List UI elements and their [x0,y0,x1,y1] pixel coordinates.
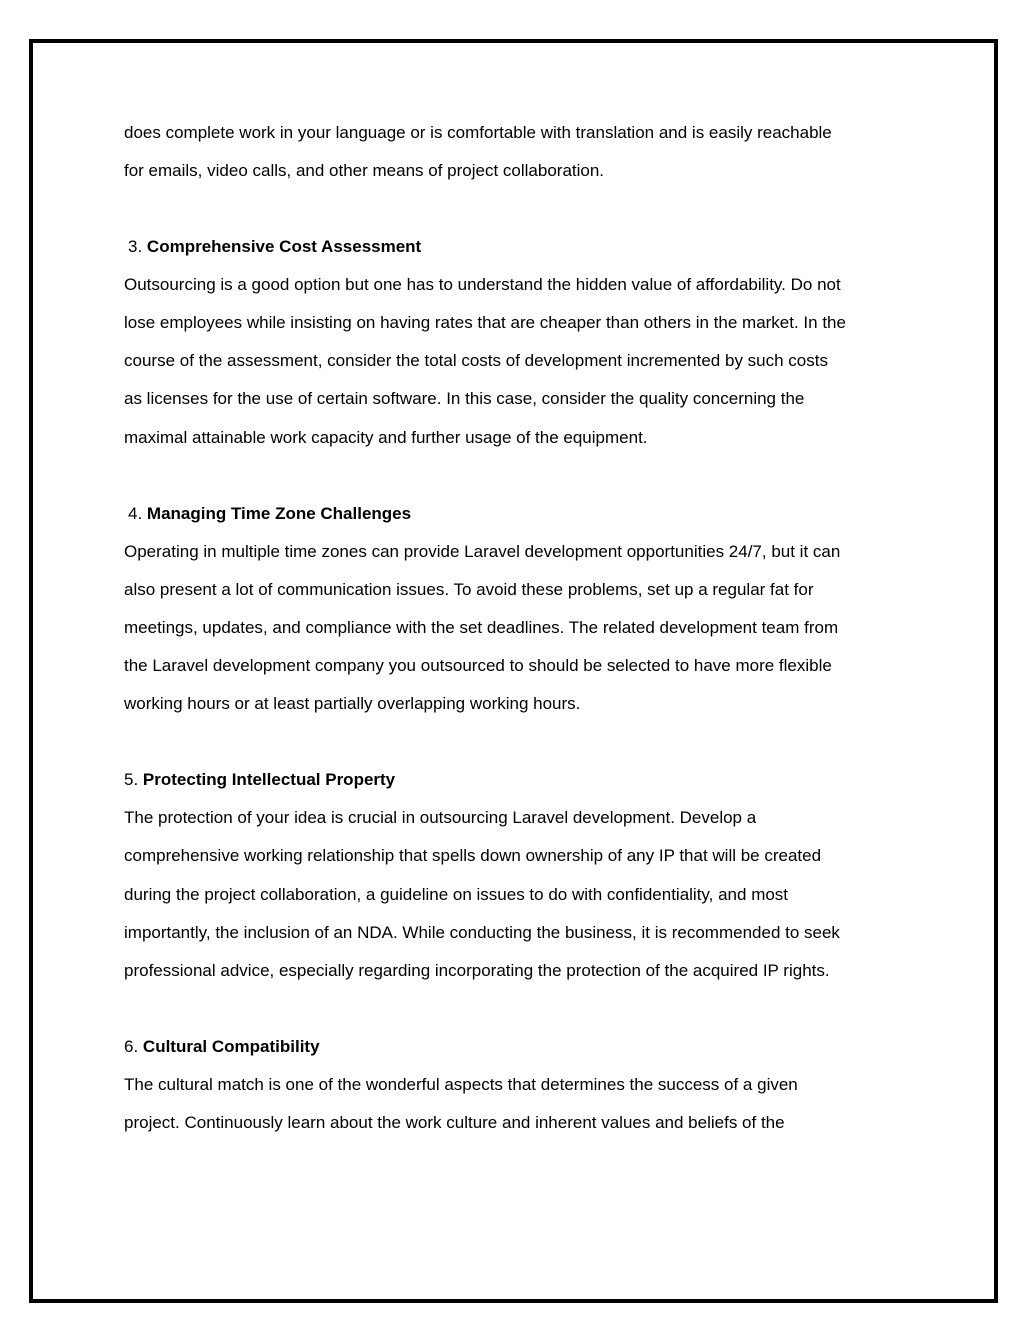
section-3-line-2: lose employees while insisting on having rates that are cheaper than others in the market. In the [124,313,846,332]
section-4-title: Managing Time Zone Challenges [146,504,412,523]
section-3-line-4: as licenses for the use of certain software. In this case, consider the quality concerning the [124,389,805,408]
intro-line-2: for emails, video calls, and other means of project collaboration. [124,161,605,180]
section-4-line-5: working hours or at least partially overlapping working hours. [124,694,581,713]
section-4-line-3: meetings, updates, and compliance with the set deadlines. The related development team from [124,618,839,637]
section-3-line-5: maximal attainable work capacity and further usage of the equipment. [124,428,648,447]
section-6-number: 6. [124,1037,139,1056]
section-5-line-4: importantly, the inclusion of an NDA. While conducting the business, it is recommended to seek [124,923,840,942]
section-4-heading [128,504,411,524]
section-3-number: 3. [128,237,143,256]
section-5-line-1: The protection of your idea is crucial in outsourcing Laravel development. Develop a [124,808,757,827]
section-5-heading [124,770,395,790]
section-5-line-2: comprehensive working relationship that spells down ownership of any IP that will be created [124,846,822,865]
intro-line-1: does complete work in your language or is comfortable with translation and is easily reachable [124,123,832,142]
section-5-line-3: during the project collaboration, a guideline on issues to do with confidentiality, and most [124,885,789,904]
section-4-line-2: also present a lot of communication issues. To avoid these problems, set up a regular fat for [124,580,814,599]
section-6-title: Cultural Compatibility [142,1037,320,1056]
section-3-heading [128,237,421,257]
section-5-title: Protecting Intellectual Property [142,770,396,789]
section-6-line-1: The cultural match is one of the wonderful aspects that determines the success of a given [124,1075,798,1094]
section-6-heading [124,1037,320,1057]
section-5-line-5: professional advice, especially regarding incorporating the protection of the acquired IP rights. [124,961,830,980]
section-3-line-1: Outsourcing is a good option but one has to understand the hidden value of affordability. Do not [124,275,841,294]
section-4-line-1: Operating in multiple time zones can provide Laravel development opportunities 24/7, but it can [124,542,841,561]
section-6-line-2: project. Continuously learn about the work culture and inherent values and beliefs of the [124,1113,785,1132]
section-4-number: 4. [128,504,143,523]
section-5-number: 5. [124,770,139,789]
section-4-line-4: the Laravel development company you outsourced to should be selected to have more flexible [124,656,832,675]
section-3-title: Comprehensive Cost Assessment [146,237,422,256]
section-3-line-3: course of the assessment, consider the total costs of development incremented by such costs [124,351,828,370]
page-frame [29,39,998,1303]
